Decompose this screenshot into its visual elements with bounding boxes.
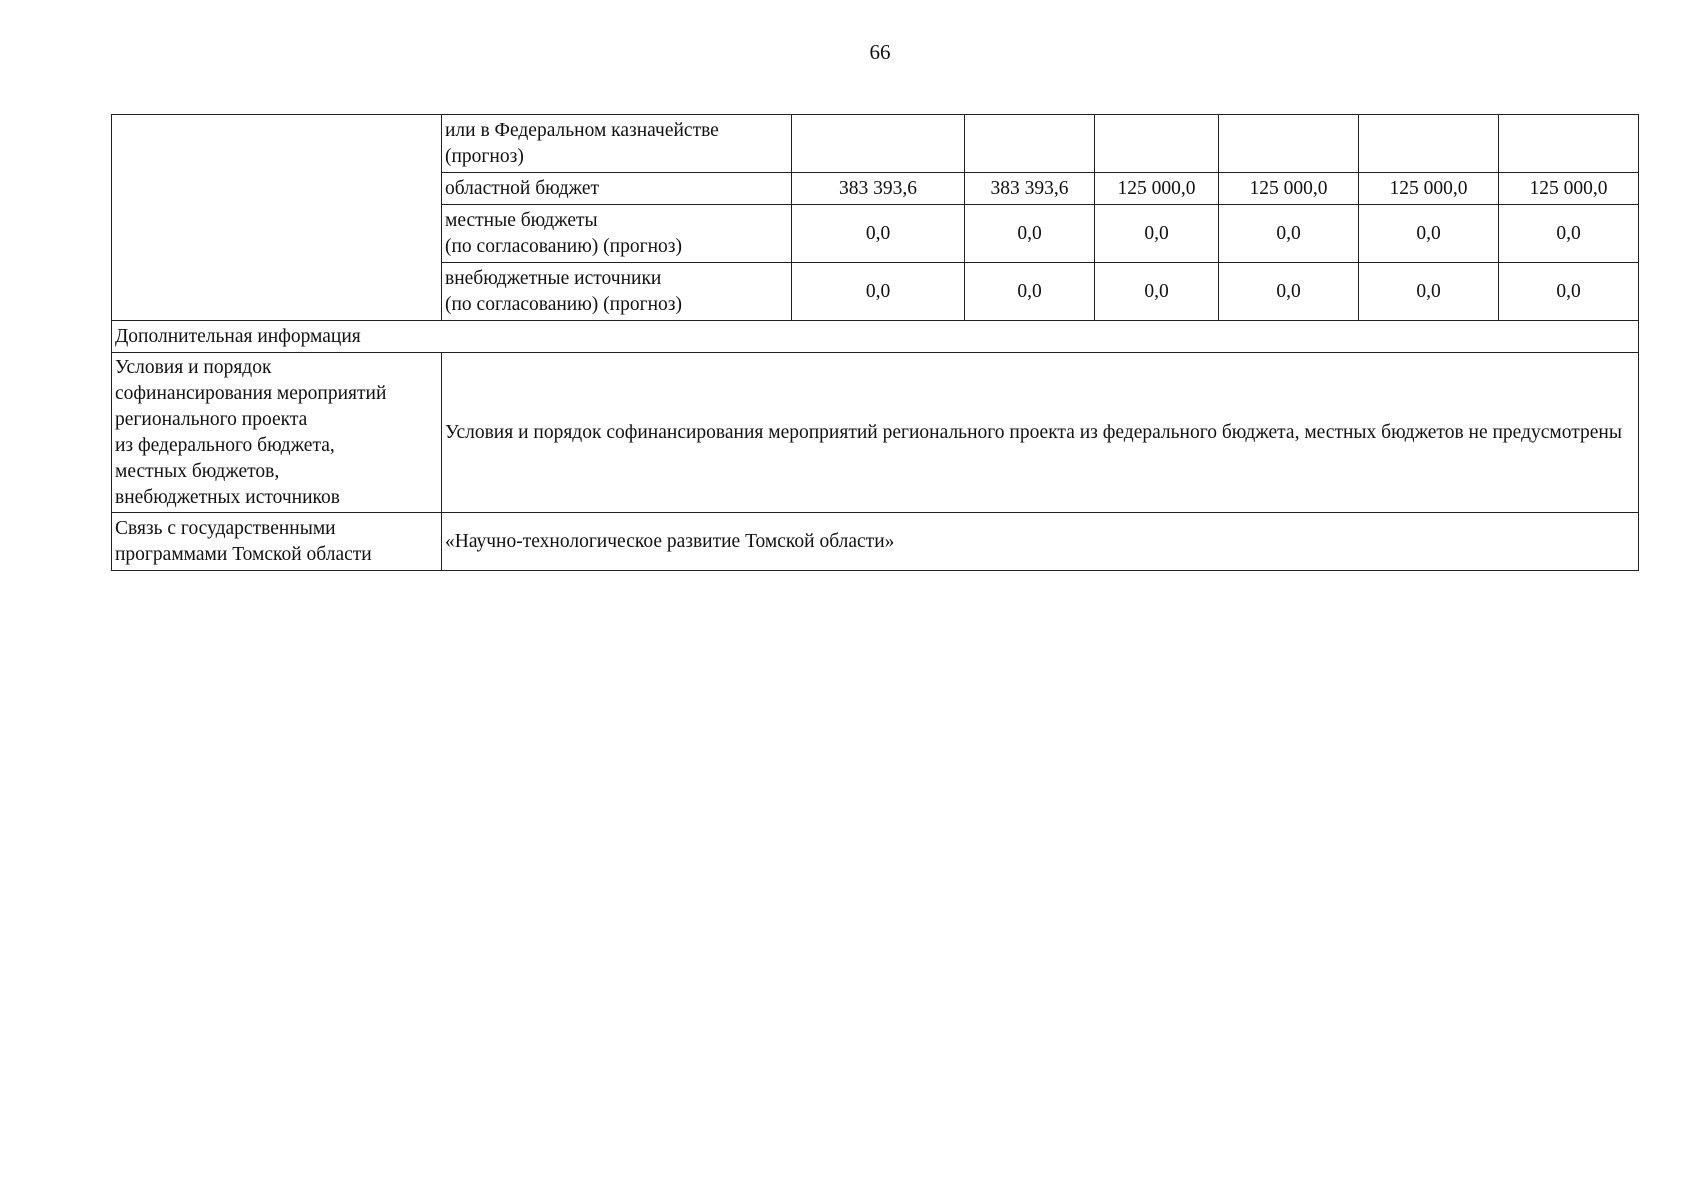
value-cell: 0,0 xyxy=(1219,205,1359,263)
value-cell: 0,0 xyxy=(1499,263,1639,321)
program-link-text: «Научно-технологическое развитие Томской области» xyxy=(442,513,1639,571)
cofinancing-row xyxy=(112,353,1639,513)
value-cell: 0,0 xyxy=(1219,263,1359,321)
value-cell: 0,0 xyxy=(792,205,965,263)
program-link-label: Связь с государственными программами Томской области xyxy=(112,513,442,571)
cofinancing-label: Условия и порядок софинансирования мероприятий регионального проекта из федерального бюджета, местных бюджетов, внебюджетных источников xyxy=(112,353,442,513)
value-cell: 0,0 xyxy=(1499,205,1639,263)
value-cell: 0,0 xyxy=(965,263,1095,321)
value-cell xyxy=(792,115,965,173)
table-row-treasury xyxy=(112,115,1639,173)
value-cell: 125 000,0 xyxy=(1219,173,1359,205)
value-cell: 0,0 xyxy=(1095,263,1219,321)
value-cell xyxy=(1095,115,1219,173)
value-cell: 0,0 xyxy=(965,205,1095,263)
program-link-row xyxy=(112,513,1639,571)
value-cell xyxy=(1219,115,1359,173)
finance-table xyxy=(111,114,1639,571)
row-label-local-budgets: местные бюджеты (по согласованию) (прогноз) xyxy=(442,205,792,263)
value-cell: 383 393,6 xyxy=(792,173,965,205)
value-cell: 125 000,0 xyxy=(1095,173,1219,205)
value-cell: 0,0 xyxy=(1359,263,1499,321)
merged-empty-cell xyxy=(112,115,442,321)
value-cell xyxy=(965,115,1095,173)
value-cell: 0,0 xyxy=(792,263,965,321)
additional-info-heading: Дополнительная информация xyxy=(112,321,1639,353)
page-number: 66 xyxy=(869,40,891,64)
value-cell xyxy=(1499,115,1639,173)
value-cell: 0,0 xyxy=(1359,205,1499,263)
value-cell: 125 000,0 xyxy=(1359,173,1499,205)
value-cell: 125 000,0 xyxy=(1499,173,1639,205)
cofinancing-text: Условия и порядок софинансирования мероприятий регионального проекта из федерального бюджета, местных бюджетов не предусмотрены xyxy=(442,353,1639,513)
row-label-treasury: или в Федеральном казначействе (прогноз) xyxy=(442,115,792,173)
value-cell xyxy=(1359,115,1499,173)
row-label-regional-budget: областной бюджет xyxy=(442,173,792,205)
value-cell: 0,0 xyxy=(1095,205,1219,263)
value-cell: 383 393,6 xyxy=(965,173,1095,205)
additional-info-row xyxy=(112,321,1639,353)
row-label-extrabudgetary: внебюджетные источники (по согласованию) (прогноз) xyxy=(442,263,792,321)
